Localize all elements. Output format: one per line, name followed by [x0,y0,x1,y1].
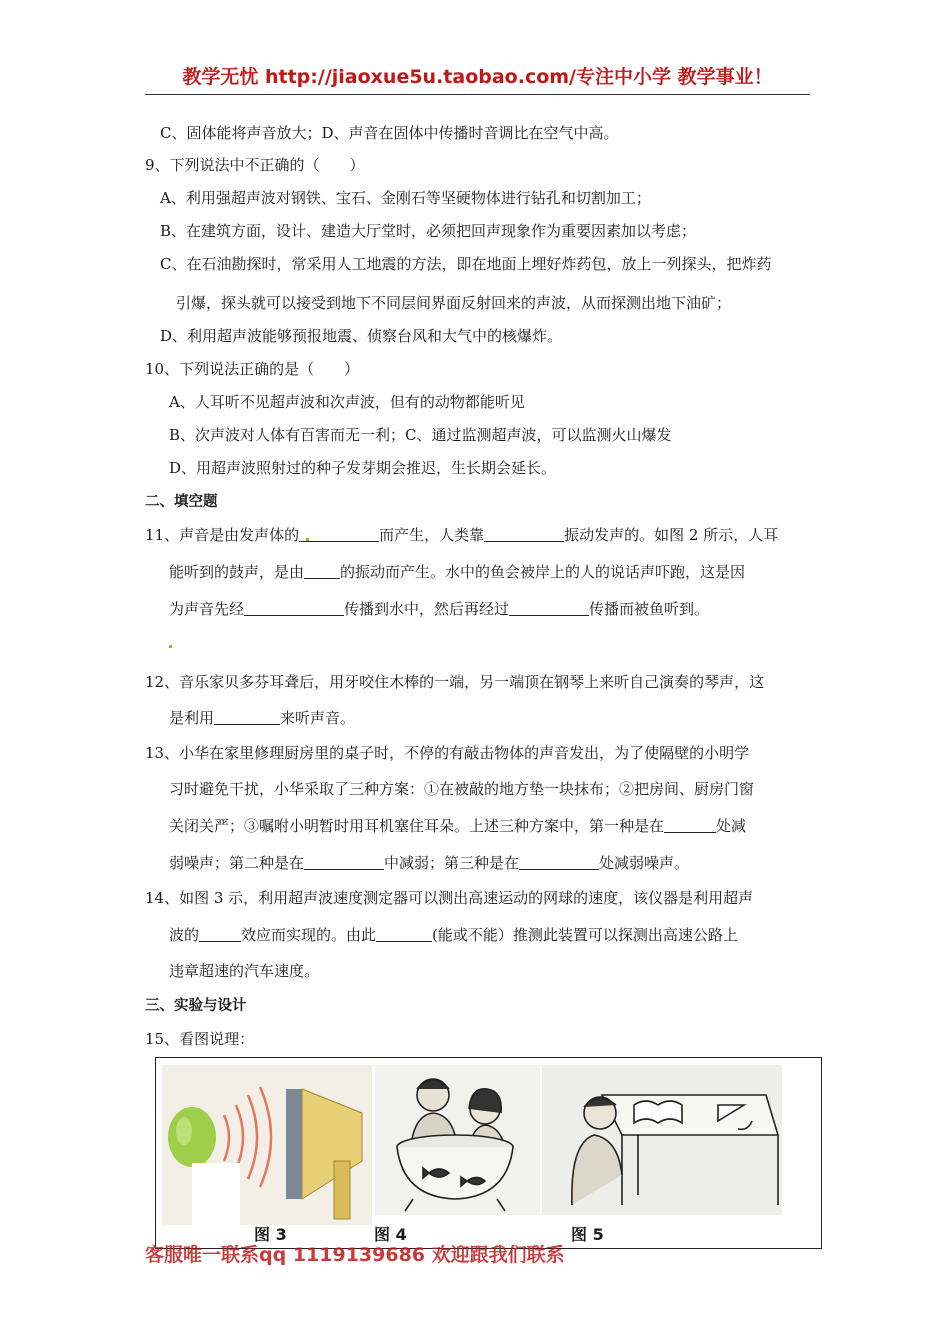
q11-text-a: 11、声音是由发声体的 [145,526,300,544]
q13-text-e: 处减弱噪声。 [599,854,690,872]
figure-3-blank-patch [192,1163,240,1225]
q15-stem: 15、看图说理： [145,1030,255,1048]
q13-text-c: 弱噪声；第二种是在 [169,854,305,872]
header-divider [145,94,810,95]
q11-text-b: 而产生，人类靠 [379,526,485,544]
q11-blank-3 [304,562,340,579]
figure-3-image [162,1065,372,1225]
detector-grille [286,1089,302,1199]
q10-stem: 10、下列说法正确的是（ ） [145,360,360,378]
q14-line2 [169,924,738,946]
q14-line3: 违章超速的汽车速度。 [169,962,320,980]
q11-blank-2 [484,525,564,542]
speck-mark [169,645,172,648]
figure-4-image [375,1065,540,1215]
q11-text-d: 能听到的鼓声，是由 [169,563,305,581]
q13-line3 [169,815,746,837]
q12-line1: 12、音乐家贝多芬耳聋后，用牙咬住木棒的一端，另一端顶在钢琴上来听自己演奏的琴声，这 [145,673,765,691]
q11-blank-5 [509,599,589,616]
q10-option-a: A、人耳听不见超声波和次声波，但有的动物都能听见 [169,393,525,411]
q14-blank-1 [199,925,241,942]
q12-text-b: 来听声音。 [280,709,356,727]
q14-text-c: (能或不能）推测此装置可以探测出高速公路上 [432,926,738,944]
q11-text-g: 传播到水中，然后再经过 [344,600,510,618]
q9-option-b: B、在建筑方面，设计、建造大厅堂时，必须把回声现象作为重要因素加以考虑； [160,222,697,240]
q13-blank-2 [304,853,384,870]
q13-line4 [169,852,689,874]
q14-text-a: 波的 [169,926,200,944]
figure-3-caption: 图 3 [254,1225,287,1244]
q11-blank-4 [244,599,344,616]
figure-5-caption: 图 5 [571,1225,604,1244]
q10-options-bc: B、次声波对人体有百害而无一利；C、通过监测超声波，可以监测火山爆发 [169,426,672,444]
book-shape [634,1101,682,1123]
q12-blank-1 [214,708,280,725]
q8-options-cd: C、固体能将声音放大；D、声音在固体中传播时音调比在空气中高。 [160,124,619,142]
q13-blank-1 [664,816,716,833]
speck-mark [306,538,309,541]
q13-text-d: 中减弱；第三种是在 [384,854,520,872]
q14-line1: 14、如图 3 示，利用超声波速度测定器可以测出高速运动的网球的速度，该仪器是利用超声 [145,889,754,907]
q13-blank-3 [519,853,599,870]
q13-text-b: 处减 [716,817,747,835]
q13-line2: 习时避免干扰，小华采取了三种方案：①在被敲的地方垫一块抹布；②把房间、厨房门窗 [169,780,755,798]
q9-option-a: A、利用强超声波对钢铁、宝石、金刚石等坚硬物体进行钻孔和切割加工； [160,189,651,207]
q11-blank-1 [299,525,379,542]
q11-text-h: 传播而被鱼听到。 [589,600,710,618]
q13-text-a: 关闭关严；③嘱咐小明暂时用耳机塞住耳朵。上述三种方案中，第一种是在 [169,817,665,835]
q11-line2 [169,561,745,583]
q11-line1 [145,524,778,546]
q10-option-d: D、用超声波照射过的种子发芽期会推迟，生长期会延长。 [169,459,557,477]
detector-handle [334,1161,350,1219]
q12-line2 [169,707,355,729]
q14-blank-2 [376,925,432,942]
q11-text-c: 振动发声的。如图 2 所示，人耳 [564,526,779,544]
apple-highlight [176,1117,192,1145]
site-header: 教学无忧 http://jiaoxue5u.taobao.com/专注中小学 教学事业！ [182,66,773,88]
q9-stem: 9、下列说法中不正确的（ ） [145,156,365,174]
figure-4-caption: 图 4 [374,1225,407,1244]
table-top [602,1095,778,1135]
q9-option-c-line1: C、在石油勘探时，常采用人工地震的方法，即在地面上埋好炸药包，放上一列探头，把炸药 [160,255,772,273]
q12-text-a: 是利用 [169,709,215,727]
q11-text-e: 的振动而产生。水中的鱼会被岸上的人的说话声吓跑，这是因 [340,563,746,581]
section-experiment-title: 三、实验与设计 [145,998,247,1014]
site-footer: 客服唯一联系qq 1119139686 欢迎跟我们联系 [145,1244,565,1266]
q9-option-c-line2: 引爆，探头就可以接受到地下不同层间界面反射回来的声波，从而探测出地下油矿； [176,294,732,312]
figure-5-image [542,1065,782,1215]
q9-option-d: D、利用超声波能够预报地震、侦察台风和大气中的核爆炸。 [160,327,563,345]
q11-text-f: 为声音先经 [169,600,245,618]
q11-line3 [169,598,709,620]
q13-line1: 13、小华在家里修理厨房里的桌子时，不停的有敲击物体的声音发出，为了使隔壁的小明学 [145,744,750,762]
q14-text-b: 效应而实现的。由此 [241,926,377,944]
section-fill-in-title: 二、填空题 [145,494,218,510]
apple-shape [168,1107,216,1167]
